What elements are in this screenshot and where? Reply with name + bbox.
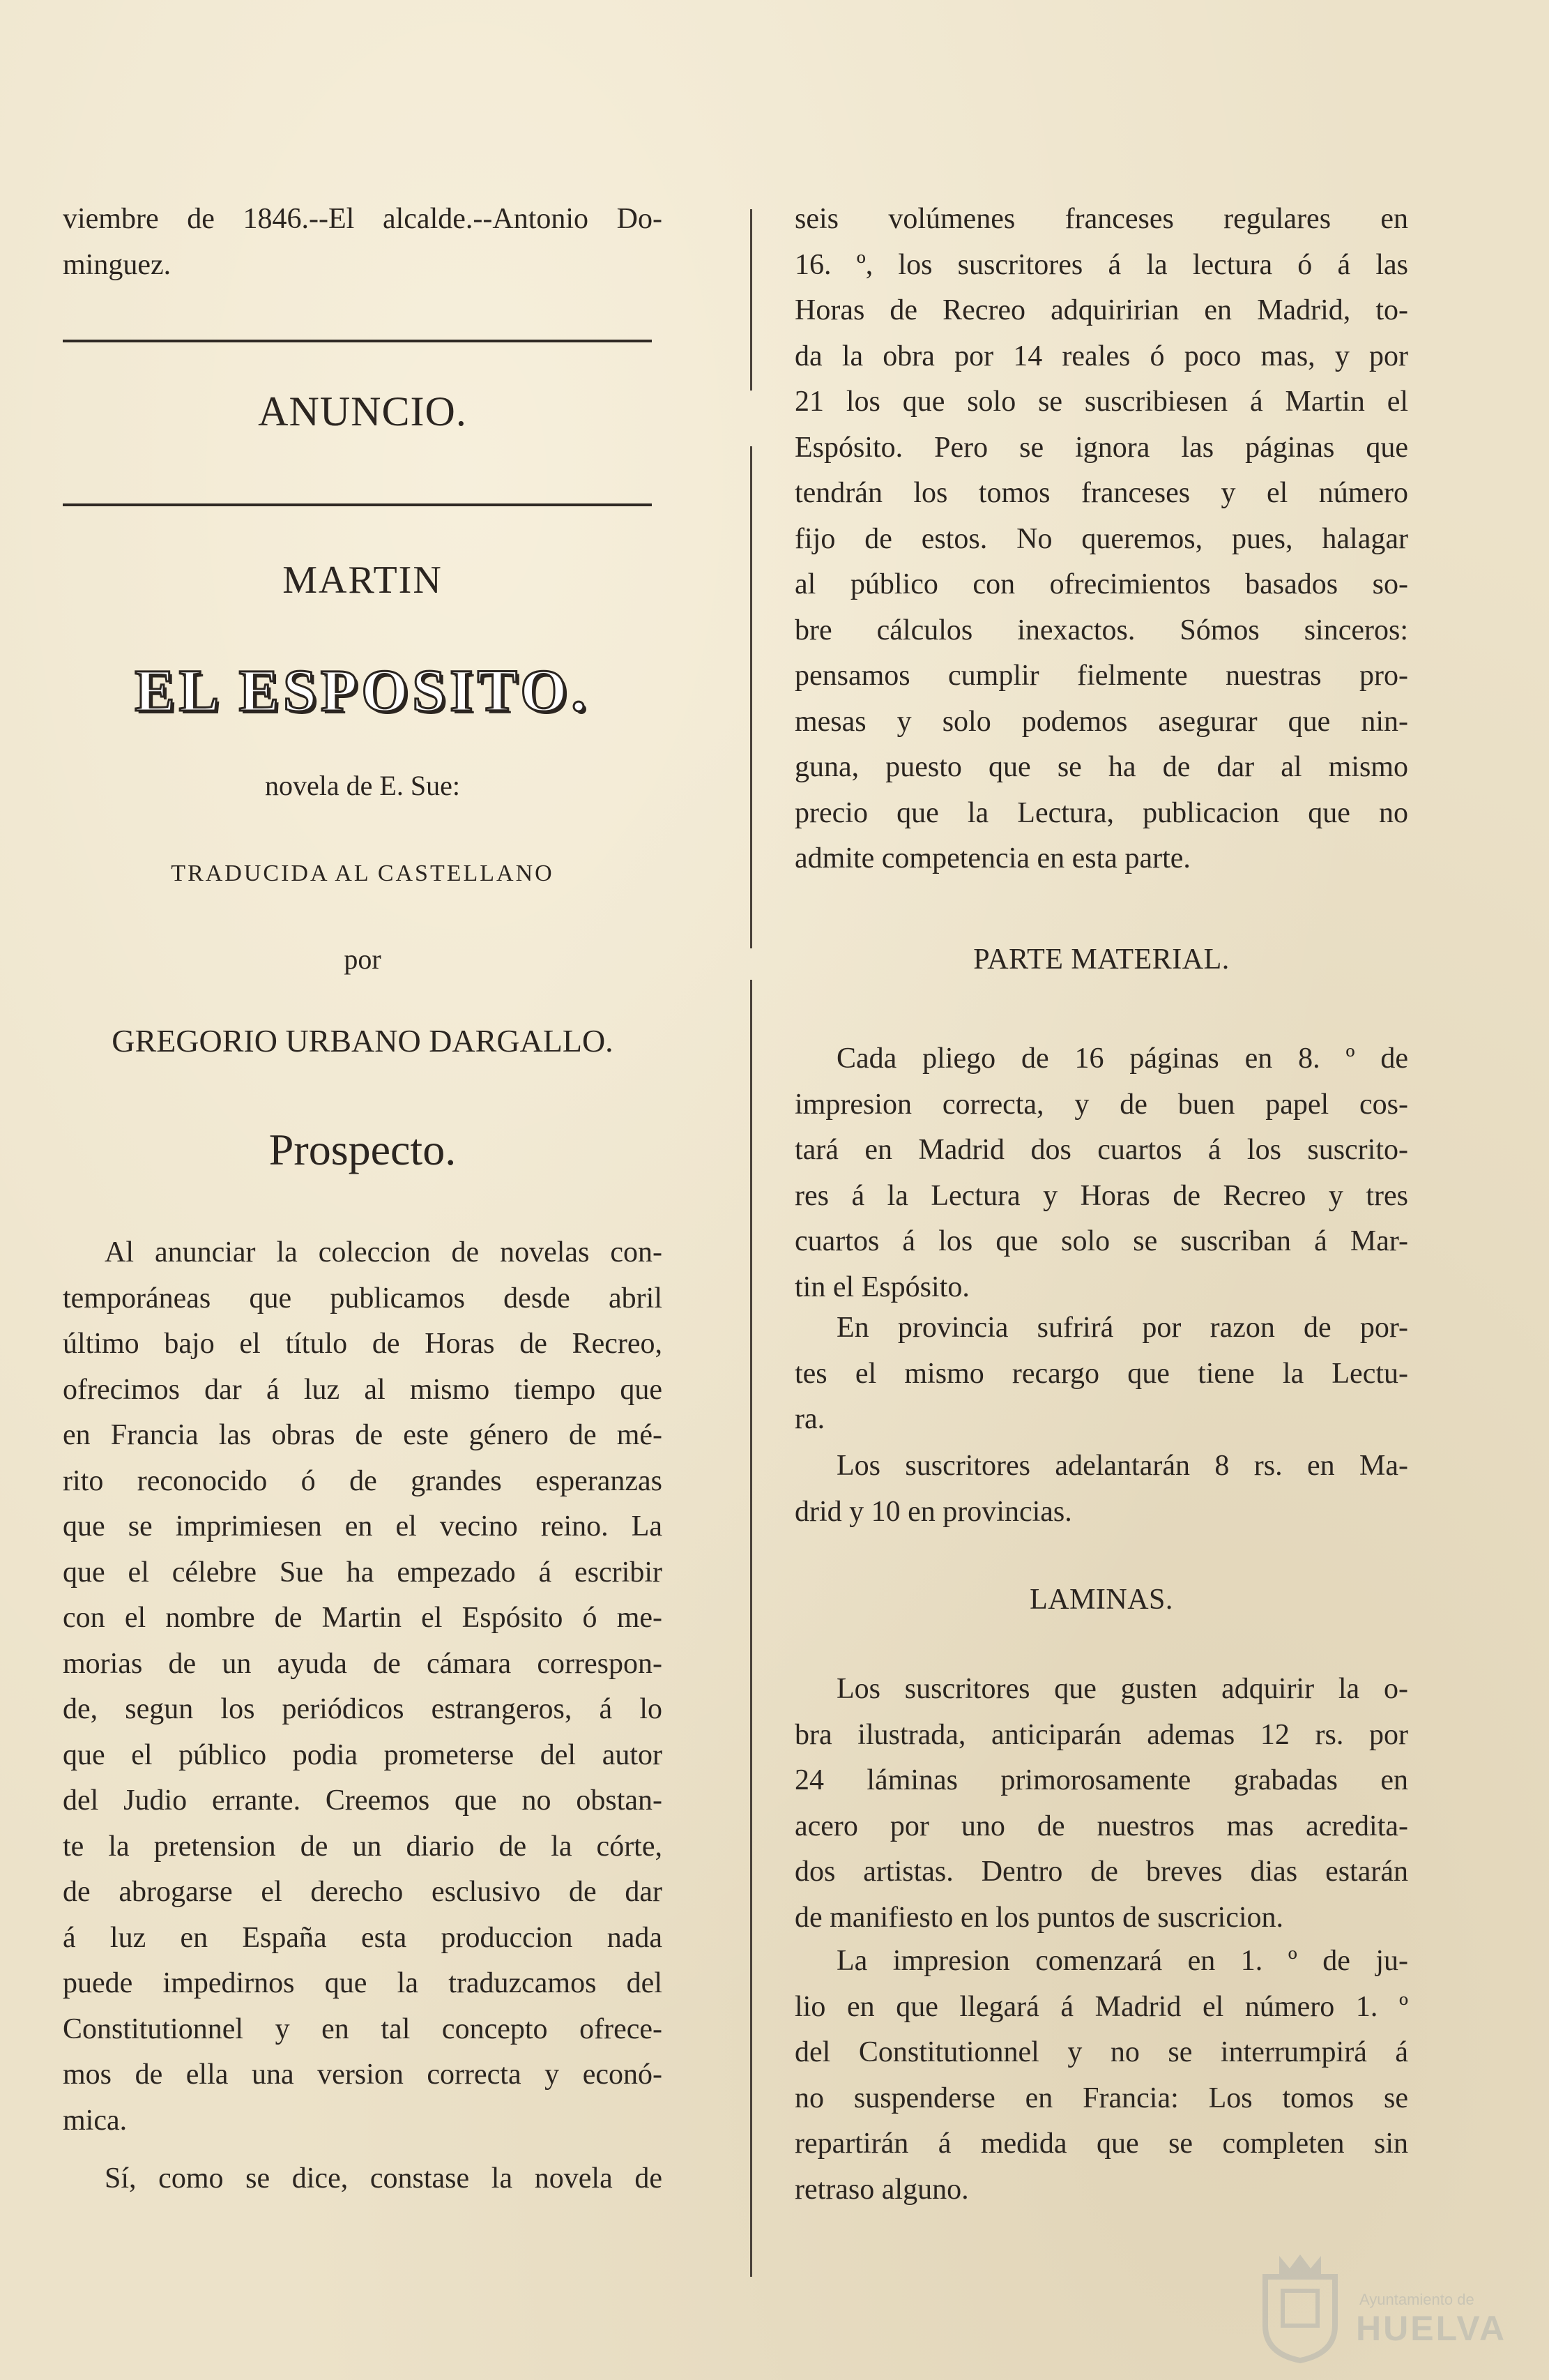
- coat-of-arms-icon: [1258, 2249, 1342, 2364]
- text-line: La impresion comenzará en 1. º de ju-: [837, 1945, 1408, 1977]
- parte-material-paragraph-1: [795, 1036, 1408, 1310]
- text-line: tin el Espósito.: [795, 1271, 970, 1303]
- text-line: precio que la Lectura, publicacion que no: [795, 796, 1408, 829]
- divider-rule: [63, 340, 652, 342]
- text-line: lio en que llegará á Madrid el número 1. º: [795, 1990, 1408, 2023]
- text-line: dos artistas. Dentro de breves dias estarán: [795, 1856, 1408, 1888]
- text-line: En provincia sufrirá por razon de por-: [837, 1312, 1408, 1344]
- por-line: por: [344, 943, 381, 975]
- text-line: Horas de Recreo adquiririan en Madrid, to-: [795, 294, 1408, 326]
- text-line: 16. º, los suscritores á la lectura ó á las: [795, 248, 1408, 281]
- text-line: rito reconocido ó de grandes esperanzas: [63, 1464, 662, 1497]
- text-line: bra ilustrada, anticiparán ademas 12 rs. por: [795, 1718, 1408, 1751]
- text-line: temporáneas que publicamos desde abril: [63, 1282, 662, 1314]
- title-el-esposito: EL ESPOSITO.: [135, 657, 590, 724]
- translator-name: GREGORIO URBANO DARGALLO.: [112, 1023, 613, 1059]
- text-line: impresion correcta, y de buen papel cos-: [795, 1088, 1408, 1121]
- laminas-paragraph-1: [795, 1667, 1408, 1941]
- text-line: minguez.: [63, 248, 171, 281]
- text-line: repartirán á medida que se completen sin: [795, 2128, 1408, 2160]
- text-line: que el público podia prometerse del autor: [63, 1738, 662, 1771]
- text-line: no suspenderse en Francia: Los tomos se: [795, 2082, 1408, 2114]
- text-line: te la pretension de un diario de la córte,: [63, 1830, 662, 1863]
- text-line: da la obra por 14 reales ó poco mas, y por: [795, 340, 1408, 372]
- text-line: tendrán los tomos franceses y el número: [795, 477, 1408, 509]
- parte-material-paragraph-2: [795, 1305, 1408, 1443]
- text-line: Cada pliego de 16 páginas en 8. º de: [837, 1043, 1408, 1075]
- text-line: ofrecimos dar á luz al mismo tiempo que: [63, 1373, 662, 1406]
- text-line: Los suscritores adelantarán 8 rs. en Ma-: [837, 1450, 1408, 1482]
- anuncio-heading: ANUNCIO.: [258, 388, 467, 434]
- text-line: ra.: [795, 1403, 825, 1435]
- text-line: tará en Madrid dos cuartos á los suscrito-: [795, 1134, 1408, 1166]
- continued-paragraph: [795, 197, 1408, 882]
- text-line: al público con ofrecimientos basados so-: [795, 568, 1408, 600]
- text-line: retraso alguno.: [795, 2173, 969, 2206]
- text-line: Al anunciar la coleccion de novelas con-: [105, 1236, 662, 1268]
- text-line: morias de un ayuda de cámara correspon-: [63, 1647, 662, 1680]
- text-line: pensamos cumplir fielmente nuestras pro-: [795, 660, 1408, 692]
- text-line: del Judio errante. Creemos que no obstan-: [63, 1784, 662, 1817]
- traducida-line: TRADUCIDA AL CASTELLANO: [171, 861, 554, 886]
- column-divider: [750, 446, 752, 948]
- text-line: mos de ella una version correcta y econó-: [63, 2059, 662, 2091]
- text-line: res á la Lectura y Horas de Recreo y tres: [795, 1179, 1408, 1212]
- archive-watermark: [1251, 2249, 1530, 2367]
- novela-line: novela de E. Sue:: [265, 770, 460, 801]
- text-line: guna, puesto que se ha de dar al mismo: [795, 751, 1408, 783]
- left-top-text: [63, 197, 662, 288]
- text-line: viembre de 1846.--El alcalde.--Antonio Do-: [63, 203, 662, 235]
- prospecto-paragraph: [63, 1230, 662, 2144]
- divider-rule: [63, 503, 652, 506]
- watermark-name: HUELVA: [1356, 2309, 1507, 2348]
- text-line: en Francia las obras de este género de mé-: [63, 1419, 662, 1451]
- text-line: fijo de estos. No queremos, pues, halagar: [795, 522, 1408, 555]
- text-line: 24 láminas primorosamente grabadas en: [795, 1764, 1408, 1796]
- text-line: mica.: [63, 2104, 128, 2137]
- text-line: 21 los que solo se suscribiesen á Martin el: [795, 386, 1408, 418]
- text-line: á luz en España esta produccion nada: [63, 1921, 662, 1954]
- title-martin: MARTIN: [282, 559, 443, 602]
- laminas-heading: LAMINAS.: [1030, 1584, 1173, 1616]
- text-line: Los suscritores que gusten adquirir la o-: [837, 1673, 1408, 1705]
- text-line: Constitutionnel y en tal concepto ofrece-: [63, 2013, 662, 2045]
- paragraph2-start: [63, 2156, 662, 2202]
- text-line: con el nombre de Martin el Espósito ó me-: [63, 1602, 662, 1634]
- text-line: puede impedirnos que la traduzcamos del: [63, 1967, 662, 1999]
- parte-material-heading: PARTE MATERIAL.: [973, 943, 1230, 976]
- parte-material-paragraph-3: [795, 1443, 1408, 1535]
- text-line: último bajo el título de Horas de Recreo,: [63, 1328, 662, 1360]
- text-line: que se imprimiesen en el vecino reino. La: [63, 1510, 662, 1543]
- column-divider: [750, 980, 752, 2277]
- column-divider: [750, 209, 752, 391]
- text-line: de abrogarse el derecho esclusivo de dar: [63, 1876, 662, 1908]
- text-line: acero por uno de nuestros mas acredita-: [795, 1810, 1408, 1842]
- text-line: Sí, como se dice, constase la novela de: [105, 2162, 662, 2195]
- text-line: de, segun los periódicos estrangeros, á lo: [63, 1693, 662, 1725]
- watermark-caption: Ayuntamiento de: [1359, 2291, 1474, 2308]
- text-line: mesas y solo podemos asegurar que nin-: [795, 705, 1408, 738]
- text-line: cuartos á los que solo se suscriban á Mar-: [795, 1225, 1408, 1257]
- text-line: que el célebre Sue ha empezado á escribir: [63, 1556, 662, 1589]
- prospecto-heading: Prospecto.: [268, 1125, 457, 1174]
- laminas-paragraph-2: [795, 1939, 1408, 2213]
- text-line: bre cálculos inexactos. Sómos sinceros:: [795, 614, 1408, 646]
- text-line: Espósito. Pero se ignora las páginas que: [795, 431, 1408, 464]
- text-line: del Constitutionnel y no se interrumpirá á: [795, 2036, 1408, 2068]
- text-line: tes el mismo recargo que tiene la Lectu-: [795, 1357, 1408, 1390]
- text-line: de manifiesto en los puntos de suscricion.: [795, 1901, 1284, 1934]
- text-line: drid y 10 en provincias.: [795, 1495, 1072, 1528]
- text-line: seis volúmenes franceses regulares en: [795, 203, 1408, 235]
- text-line: admite competencia en esta parte.: [795, 842, 1191, 874]
